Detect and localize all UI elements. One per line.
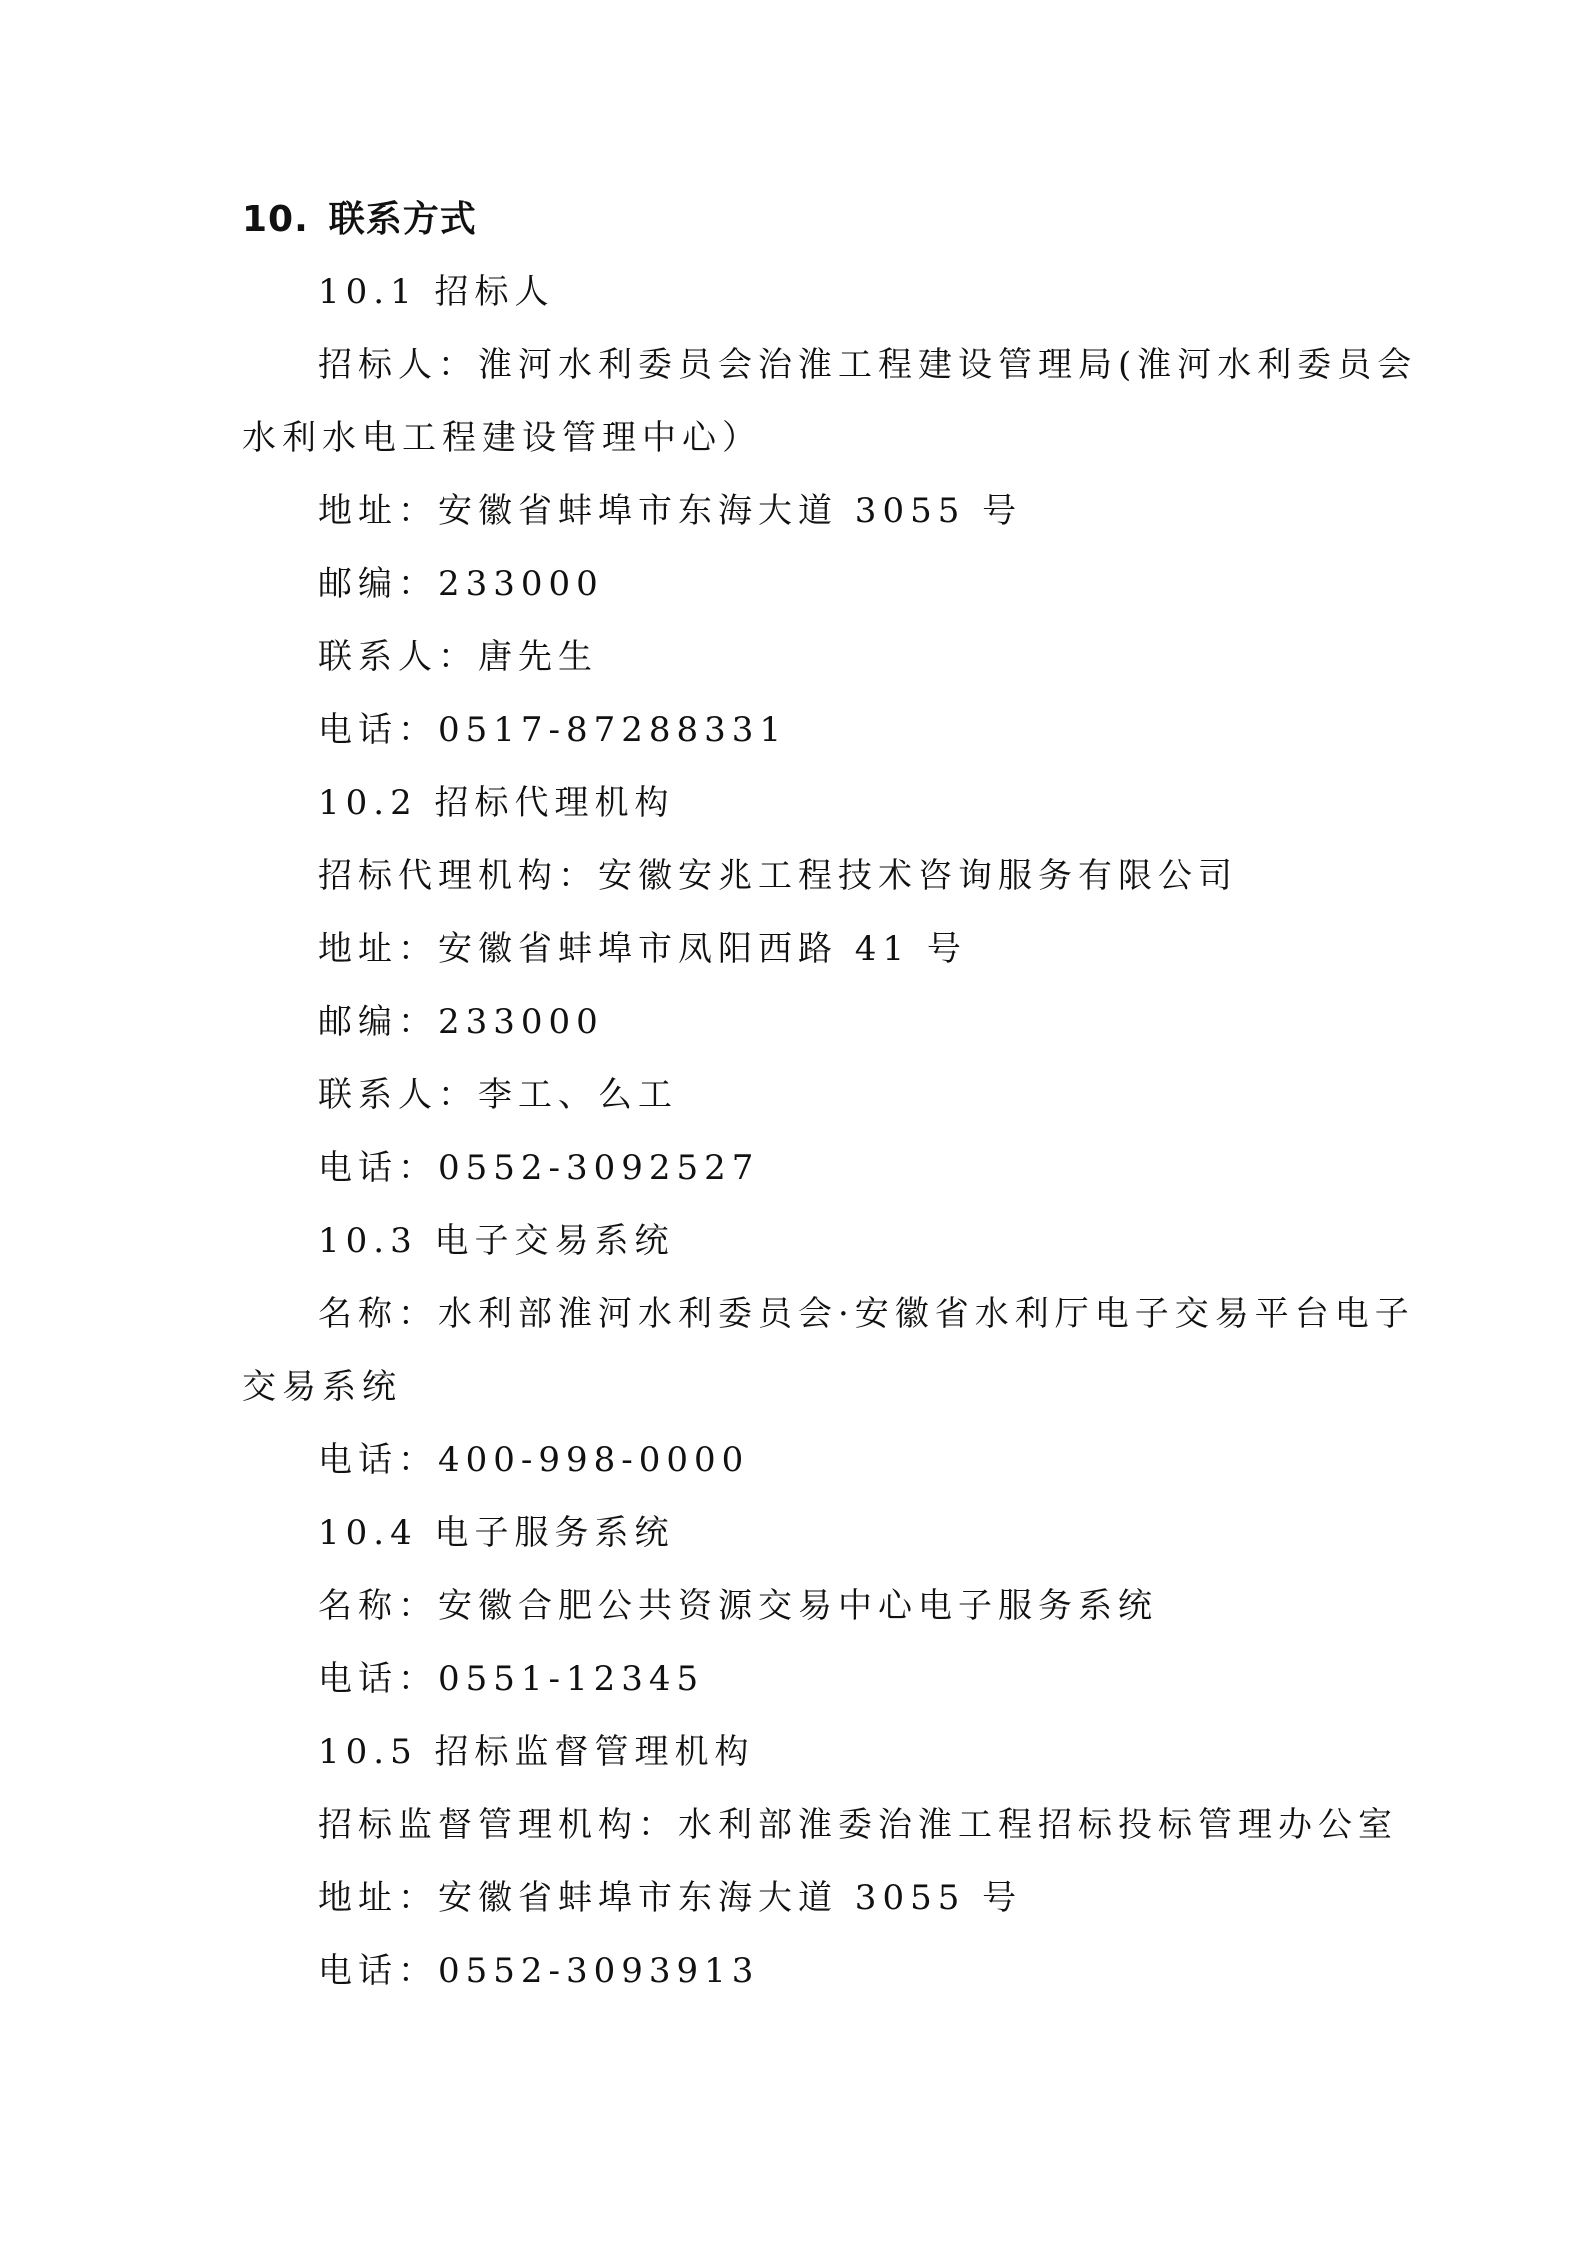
trading-system-name-continued: 交易系统	[242, 1367, 402, 1407]
service-system-name: 名称：安徽合肥公共资源交易中心电子服务系统	[318, 1586, 1158, 1626]
tenderer-contact: 联系人：唐先生	[318, 637, 598, 677]
service-system-phone: 电话：0551-12345	[318, 1659, 705, 1699]
tenderer-name-continued: 水利水电工程建设管理中心）	[242, 418, 762, 458]
section-heading	[242, 192, 477, 248]
tenderer-postcode: 邮编：233000	[318, 564, 604, 604]
trading-system-phone: 电话：400-998-0000	[318, 1440, 750, 1480]
agency-phone: 电话：0552-3092527	[318, 1148, 760, 1188]
section-number: 10.	[242, 199, 309, 240]
agency-name: 招标代理机构：安徽安兆工程技术咨询服务有限公司	[318, 856, 1238, 896]
subsection-heading-service-system: 10.4 电子服务系统	[318, 1513, 675, 1553]
subsection-heading-supervision: 10.5 招标监督管理机构	[318, 1732, 755, 1772]
supervision-address: 地址：安徽省蚌埠市东海大道 3055 号	[318, 1878, 1023, 1918]
supervision-name: 招标监督管理机构：水利部淮委治淮工程招标投标管理办公室	[318, 1805, 1398, 1845]
agency-contact: 联系人：李工、么工	[318, 1075, 678, 1115]
tenderer-address: 地址：安徽省蚌埠市东海大道 3055 号	[318, 491, 1023, 531]
supervision-phone: 电话：0552-3093913	[318, 1951, 760, 1991]
subsection-heading-trading-system: 10.3 电子交易系统	[318, 1221, 675, 1261]
trading-system-name: 名称：水利部淮河水利委员会·安徽省水利厅电子交易平台电子	[318, 1294, 1415, 1334]
tenderer-name: 招标人：淮河水利委员会治淮工程建设管理局(淮河水利委员会	[318, 345, 1418, 385]
subsection-heading-agency: 10.2 招标代理机构	[318, 783, 675, 823]
tenderer-phone: 电话：0517-87288331	[318, 710, 788, 750]
agency-address: 地址：安徽省蚌埠市凤阳西路 41 号	[318, 929, 967, 969]
subsection-heading-tenderer: 10.1 招标人	[318, 272, 555, 312]
section-title: 联系方式	[328, 199, 477, 240]
agency-postcode: 邮编：233000	[318, 1002, 604, 1042]
